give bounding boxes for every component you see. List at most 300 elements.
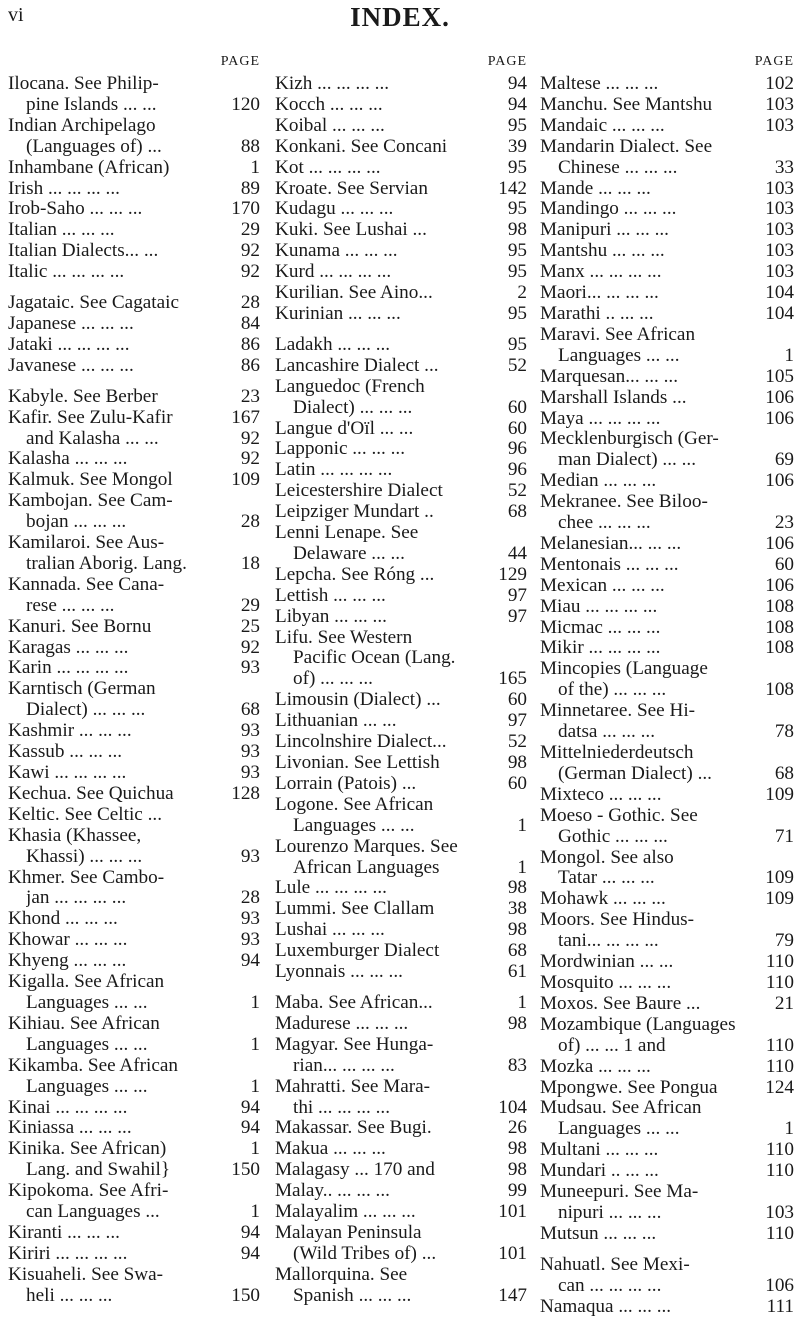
entry-term: Lapponic ... ... ... [275,439,406,460]
entry-page: 29 [240,594,260,616]
entry-term: Mutsun ... ... ... [540,1223,657,1244]
index-entry [540,513,794,534]
entry-term: Gothic ... ... ... [558,826,668,847]
entry-term: Dialect) ... ... ... [293,397,413,418]
entry-term: Marathi .. ... ... [540,303,654,324]
entry-term: Minnetaree. See Hi- [540,701,696,722]
entry-term: Khowar ... ... ... [8,930,128,951]
page-title: INDEX. [350,2,450,32]
entry-page: 88 [240,135,260,157]
index-entry [540,889,794,910]
index-entry [275,439,527,460]
entry-term: can ... ... ... ... [558,1275,662,1296]
entry-term: Lummi. See Clallam [275,899,435,920]
index-entry [8,700,260,721]
entry-term: Muneepuri. See Ma- [540,1182,699,1203]
entry-term: Mpongwe. See Pongua [540,1077,718,1098]
index-entry [8,1098,260,1119]
entry-term: Kunama ... ... ... [275,241,398,262]
index-entry [8,972,260,993]
entry-page: 18 [240,552,260,574]
entry-term: African Languages [293,857,440,878]
entry-page: 86 [240,354,260,376]
index-entry [540,827,794,848]
entry-term: datsa ... ... ... [558,722,655,743]
index-entry [275,262,527,283]
index-entry [8,930,260,951]
entry-term: Lang. and Swahil} [26,1160,171,1181]
index-entry [275,607,527,628]
entry-page: 95 [507,261,527,283]
entry-term: Ladakh ... ... ... [275,334,391,355]
entry-page: 109 [765,867,794,889]
entry-page: 95 [507,114,527,136]
index-entry [8,220,260,241]
index-entry [540,743,794,764]
entry-page: 142 [498,177,527,199]
index-entry [540,492,794,513]
index-entry [8,596,260,617]
entry-term: Karagas ... ... ... [8,637,129,658]
entry-term: Malayalim ... ... ... [275,1202,416,1223]
entry-term: Italian Dialects... ... [8,241,159,262]
entry-term: Kinai ... ... ... ... [8,1097,128,1118]
index-entry [275,1160,527,1181]
entry-term: Mudsau. See African [540,1098,702,1119]
entry-term: Limousin (Dialect) ... [275,690,441,711]
index-entry [275,628,527,649]
entry-page: 103 [765,177,794,199]
index-entry [275,669,527,690]
index-entry [8,429,260,450]
entry-term: Irish ... ... ... ... [8,178,120,199]
entry-page: 106 [765,574,794,596]
index-entry [540,764,794,785]
entry-term: Mikir ... ... ... ... [540,638,661,659]
entry-term: Kurd ... ... ... ... [275,262,392,283]
entry-term: chee ... ... ... [558,513,651,534]
entry-page: 78 [774,721,794,743]
entry-page: 98 [507,877,527,899]
index-entry [8,658,260,679]
entry-term: Mohawk ... ... ... [540,889,666,910]
index-entry [275,1244,527,1265]
index-entry [275,1056,527,1077]
entry-term: Spanish ... ... ... [293,1285,412,1306]
entry-page: 124 [765,1076,794,1098]
index-entry [540,116,794,137]
index-entry [540,868,794,889]
entry-term: Indian Archipelago [8,115,156,136]
entry-page: 108 [765,616,794,638]
index-entry [8,158,260,179]
entry-term: Lepcha. See Róng ... [275,564,435,585]
index-entry [275,199,527,220]
entry-page: 44 [507,542,527,564]
entry-page: 92 [240,636,260,658]
entry-page: 52 [507,731,527,753]
index-entry [8,826,260,847]
entry-page: 1 [250,1138,260,1160]
entry-term: bojan ... ... ... [26,512,127,533]
index-entry [540,1182,794,1203]
entry-term: Kiniassa ... ... ... [8,1118,132,1139]
entry-page: 61 [507,961,527,983]
entry-page: 109 [765,888,794,910]
entry-term: (German Dialect) ... [558,763,712,784]
entry-term: Ilocana. See Philip- [8,74,159,94]
entry-term: Median ... ... ... [540,471,657,492]
index-entry [275,920,527,941]
entry-page: 92 [240,240,260,262]
entry-term: Logone. See African [275,794,434,815]
index-entry [8,868,260,889]
column-heading: PAGE [220,54,260,69]
index-entry [540,346,794,367]
entry-term: Kabyle. See Berber [8,386,158,407]
entry-page: 98 [507,219,527,241]
index-entry [8,470,260,491]
entry-term: Italic ... ... ... ... [8,262,125,283]
index-entry [8,1056,260,1077]
index-entry [540,1203,794,1224]
entry-page: 98 [507,1138,527,1160]
index-entry [275,502,527,523]
entry-page: 106 [765,532,794,554]
entry-term: Javanese ... ... ... [8,355,134,376]
entry-term: Karntisch (German [8,679,156,700]
entry-page: 68 [507,940,527,962]
index-entry [275,795,527,816]
index-entry [275,481,527,502]
entry-term: Mittelniederdeutsch [540,743,694,763]
index-entry [275,1014,527,1035]
entry-term: Konkani. See Concani [275,136,448,157]
entry-term: Kisuaheli. See Swa- [8,1264,164,1285]
entry-term: Languedoc (French [275,376,425,397]
entry-page: 60 [507,689,527,711]
index-entry [8,293,260,314]
index-entry [540,659,794,680]
index-entry [8,512,260,533]
entry-page: 95 [507,156,527,178]
entry-page: 52 [507,354,527,376]
entry-page: 103 [765,93,794,115]
column-heading: PAGE [754,54,794,69]
index-entry [8,1265,260,1286]
index-entry [8,491,260,512]
entry-term: Mozka ... ... ... [540,1056,651,1077]
entry-page: 110 [765,1160,794,1182]
index-entry [540,199,794,220]
index-entry [540,1224,794,1245]
entry-page: 2 [517,282,527,304]
entry-term: tani... ... ... ... [558,931,659,952]
index-entry [8,951,260,972]
entry-term: Khassi) ... ... ... [26,846,143,867]
entry-term: Karin ... ... ... ... [8,658,129,679]
entry-term: and Kalasha ... ... [26,428,159,449]
index-entry [275,1139,527,1160]
entry-term: Pacific Ocean (Lang. [293,648,456,669]
entry-term: Kroate. See Servian [275,178,428,199]
index-entry [540,471,794,492]
entry-term: Mandaic ... ... ... [540,115,665,136]
entry-page: 1 [250,1075,260,1097]
entry-term: Mantshu ... ... ... [540,241,665,262]
entry-term: Kurilian. See Aino... [275,283,433,304]
entry-term: Kuki. See Lushai ... [275,220,427,241]
entry-page: 1 [517,814,527,836]
entry-page: 60 [507,417,527,439]
index-entry [540,95,794,116]
entry-page: 29 [240,219,260,241]
entry-term: Dialect) ... ... ... [26,700,146,721]
entry-term: Kambojan. See Cam- [8,491,173,512]
entry-term: Kalmuk. See Mongol [8,470,173,491]
entry-page: 1 [784,1118,794,1140]
index-entry [8,533,260,554]
entry-page: 28 [240,292,260,314]
entry-page: 111 [766,1295,794,1317]
section-gap [275,325,527,335]
entry-page: 1 [517,991,527,1013]
entry-term: pine Islands ... ... [26,94,157,115]
index-entry [540,1036,794,1057]
index-entry [540,931,794,952]
index-entry [275,1286,527,1307]
index-entry [540,283,794,304]
index-entry [8,335,260,356]
entry-term: Manchu. See Mantshu [540,94,713,115]
entry-page: 60 [507,772,527,794]
entry-term: Namaqua ... ... ... [540,1296,672,1317]
entry-page: 94 [240,1221,260,1243]
entry-page: 60 [507,396,527,418]
index-entry [275,220,527,241]
entry-page: 93 [240,720,260,742]
entry-term: Lithuanian ... ... [275,711,397,732]
index-entry [275,523,527,544]
entry-page: 25 [240,615,260,637]
entry-page: 93 [240,908,260,930]
entry-page: 1 [784,344,794,366]
index-entry [8,74,260,95]
index-entry [275,941,527,962]
index-entry [8,679,260,700]
entry-term: Mincopies (Language [540,659,708,680]
entry-page: 99 [507,1180,527,1202]
index-entry [540,952,794,973]
entry-term: (Languages of) ... [26,136,162,157]
index-entry [8,1286,260,1307]
entry-term: Kot ... ... ... ... [275,157,381,178]
index-entry [540,994,794,1015]
index-entry [8,314,260,335]
index-entry [275,816,527,837]
entry-page: 93 [240,762,260,783]
entry-term: Mongol. See also [540,847,674,868]
entry-page: 98 [507,919,527,941]
entry-term: Maravi. See African [540,324,696,345]
index-entry [540,1255,794,1276]
entry-term: Mandingo ... ... ... [540,199,677,220]
entry-term: Koibal ... ... ... [275,115,385,136]
entry-term: Mecklenburgisch (Ger- [540,429,719,450]
entry-page: 103 [765,219,794,241]
index-entry [8,241,260,262]
entry-term: Lettish ... ... ... [275,585,386,606]
entry-term: Marquesan... ... ... [540,366,679,387]
index-entry [275,711,527,732]
entry-page: 120 [231,93,260,115]
entry-term: Mahratti. See Mara- [275,1076,431,1097]
entry-term: Malayan Peninsula [275,1222,422,1243]
entry-page: 103 [765,198,794,220]
index-entry [275,774,527,795]
entry-page: 83 [507,1054,527,1076]
entry-page: 93 [240,929,260,951]
entry-term: Maya ... ... ... ... [540,408,661,429]
entry-page: 109 [765,783,794,805]
index-entry [8,449,260,470]
entry-term: Madurese ... ... ... [275,1013,409,1034]
index-entry [8,179,260,200]
entry-term: Mentonais ... ... ... [540,554,679,575]
entry-page: 128 [231,782,260,804]
entry-term: Irob-Saho ... ... ... [8,199,143,220]
entry-term: Tatar ... ... ... [558,868,655,889]
index-entry [540,241,794,262]
entry-term: Langue d'Oïl ... ... [275,418,414,439]
index-entry [8,993,260,1014]
entry-term: Mixteco ... ... ... [540,784,662,805]
index-entry [275,1118,527,1139]
entry-term: Livonian. See Lettish [275,753,440,773]
entry-term: rian... ... ... ... [293,1055,395,1076]
entry-term: Languages ... ... [26,1034,148,1055]
entry-page: 94 [240,1096,260,1118]
entry-term: of) ... ... ... [293,669,373,690]
entry-page: 28 [240,887,260,909]
index-entry [8,1077,260,1098]
index-entry [540,220,794,241]
index-entry [8,387,260,408]
index-entry [275,74,527,95]
entry-term: Malagasy ... 170 and [275,1160,435,1181]
index-entry [8,408,260,429]
index-entry [540,367,794,388]
entry-term: Maltese ... ... ... [540,74,659,94]
entry-term: Kurinian ... ... ... [275,303,401,324]
entry-page: 68 [774,762,794,784]
entry-term: tralian Aborig. Lang. [26,553,187,574]
entry-term: Melanesian... ... ... [540,533,682,554]
entry-term: Makassar. See Bugi. [275,1118,432,1139]
entry-page: 109 [231,469,260,491]
entry-page: 106 [765,470,794,492]
entry-term: Kizh ... ... ... ... [275,74,390,94]
entry-term: Leicestershire Dialect [275,481,443,502]
entry-page: 129 [498,563,527,585]
index-entry [8,1244,260,1265]
entry-term: Miau ... ... ... ... [540,596,658,617]
entry-page: 110 [765,1222,794,1244]
index-entry [540,262,794,283]
index-entry [275,732,527,753]
index-entry [275,962,527,983]
index-entry [8,1014,260,1035]
index-entry [8,554,260,575]
index-entry [275,241,527,262]
entry-term: Kihiau. See African [8,1013,160,1034]
entry-page: 69 [774,449,794,471]
entry-page: 96 [507,438,527,460]
entry-page: 94 [240,1117,260,1139]
entry-page: 104 [765,302,794,324]
entry-page: 1 [250,1033,260,1055]
index-entry [275,460,527,481]
entry-page: 93 [240,845,260,867]
entry-term: Inhambane (African) [8,157,170,178]
index-entry [275,116,527,137]
entry-term: Khasia (Khassee, [8,825,142,846]
entry-page: 98 [507,1159,527,1181]
entry-page: 84 [240,312,260,334]
index-entry [275,1077,527,1098]
entry-page: 110 [765,1139,794,1161]
entry-page: 150 [231,1159,260,1181]
entry-page: 104 [765,282,794,304]
index-entry [540,388,794,409]
index-entry [8,262,260,283]
entry-term: Mordwinian ... ... [540,952,674,973]
index-entry [540,1098,794,1119]
index-entry [540,910,794,931]
entry-page: 108 [765,595,794,617]
entry-term: Khyeng ... ... ... [8,951,127,972]
index-entry [8,784,260,805]
index-entry [275,858,527,879]
entry-term: Jataki ... ... ... ... [8,334,130,355]
index-entry [275,1202,527,1223]
index-entry [275,565,527,586]
index-entry [540,179,794,200]
index-entry [540,806,794,827]
entry-term: Moors. See Hindus- [540,910,695,931]
entry-term: Kanuri. See Bornu [8,616,152,637]
index-entry [275,878,527,899]
index-column-1 [8,54,260,1307]
entry-page: 165 [498,668,527,690]
index-entry [8,847,260,868]
entry-term: Malay.. ... ... ... [275,1181,390,1202]
entry-term: Lushai ... ... ... [275,920,385,941]
index-entry [275,690,527,711]
entry-page: 68 [507,501,527,523]
index-entry [540,429,794,450]
index-entry [8,1202,260,1223]
index-entry [8,638,260,659]
entry-term: Khond ... ... ... [8,909,118,930]
index-entry [540,1078,794,1099]
index-entry [8,1181,260,1202]
entry-page: 71 [774,825,794,847]
index-entry [8,575,260,596]
entry-term: Keltic. See Celtic ... [8,804,162,825]
entry-page: 101 [498,1242,527,1264]
index-entry [540,1161,794,1182]
